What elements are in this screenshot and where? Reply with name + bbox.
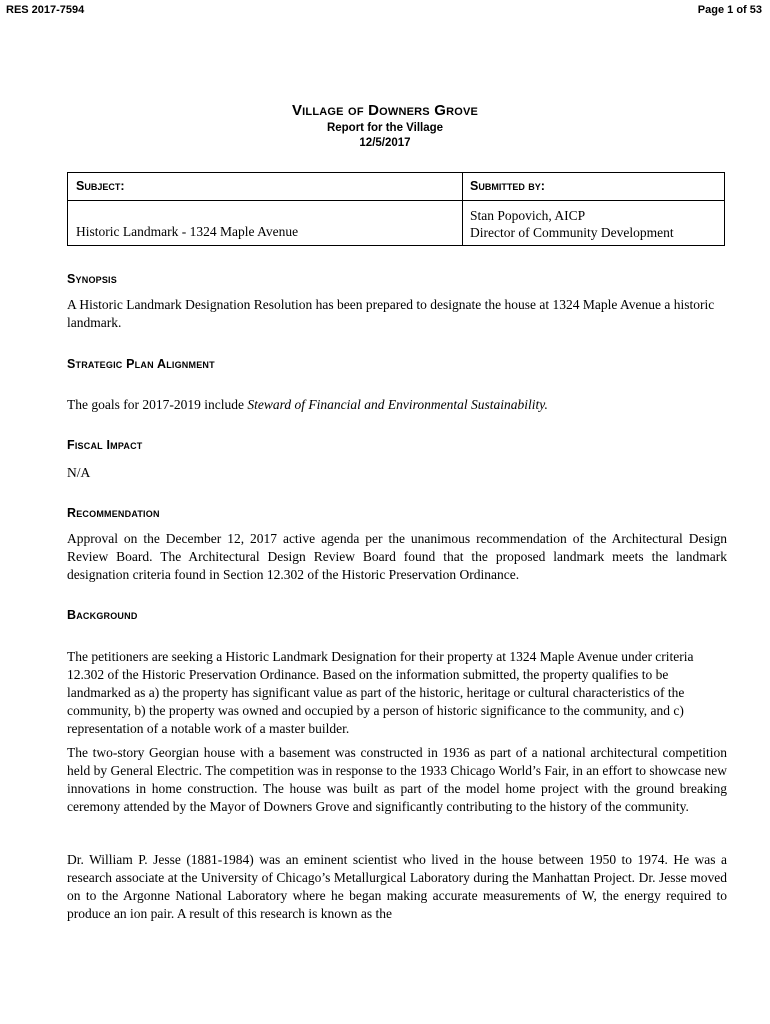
background-paragraph-2: The two-story Georgian house with a basement was constructed in 1936 as part of a national architectural competition held by General Electric. The competition was in response to the 1933 Chicago World’s Fair, in an effort to showcase new innovations in home construction. The house was built as part of the model home project with the ground breaking ceremony attended by the Mayor of Downers Grove and significantly contributing to the history of the community. [67,745,727,814]
strategic-plan-heading: Strategic Plan Alignment [67,357,215,371]
submitted-by-value [470,207,674,241]
table-divider-vertical [462,173,463,245]
submitter-title: Director of Community Development [470,225,674,240]
background-heading: Background [67,608,138,622]
report-title: Village of Downers Grove [291,102,479,119]
background-paragraph-3: Dr. William P. Jesse (1881-1984) was an eminent scientist who lived in the house between 1950 to 1974. He was a research associate at the University of Chicago’s Metallurgical Laboratory during the Manhattan Project. Dr. Jesse moved on to the Argonne National Laboratory where he began making accurate measurements of W, the energy required to produce an ion pair. A result of this research is known as the [67,852,727,921]
fiscal-impact-text: N/A [67,465,91,480]
report-subtitle: Report for the Village [326,122,444,134]
strategic-plan-goal: Steward of Financial and Environmental Sustainability. [247,397,548,412]
recommendation-text: Approval on the December 12, 2017 active agenda per the unanimous recommendation of the Architectural Design Review Board. The Architectural Design Review Board found that the proposed landmark meets the landmark designation criteria found in Section 12.302 of the Historic Preservation Ordinance. [67,531,727,582]
submitter-name: Stan Popovich, AICP [470,208,586,223]
strategic-plan-text [67,396,727,414]
subject-value: Historic Landmark - 1324 Maple Avenue [76,224,299,239]
document-id: RES 2017-7594 [6,4,85,16]
page-number: Page 1 of 53 [697,4,762,16]
recommendation-heading: Recommendation [67,506,160,520]
submitted-by-label: Submitted by: [470,179,545,193]
subject-table [67,172,725,246]
background-paragraph-1: The petitioners are seeking a Historic Landmark Designation for their property at 1324 Maple Avenue under criteria 12.302 of the Historic Preservation Ordinance. Based on the information submitted, the property qualifies to be landmarked as a) the property has significant value as part of the historic, heritage or cultural characteristics of the community, b) the property was owned and occupied by a person of historic significance to the community, and c) representation of a notable work of a master builder. [67,649,694,736]
subject-label: Subject: [76,179,125,193]
fiscal-impact-heading: Fiscal Impact [67,438,143,452]
synopsis-text: A Historic Landmark Designation Resolution has been prepared to designate the house at 1324 Maple Avenue a historic landmark. [67,297,715,330]
table-divider-horizontal [68,200,724,201]
synopsis-heading: Synopsis [67,272,117,286]
strategic-plan-text-prefix: The goals for 2017-2019 include [67,397,248,412]
report-date: 12/5/2017 [359,137,411,149]
